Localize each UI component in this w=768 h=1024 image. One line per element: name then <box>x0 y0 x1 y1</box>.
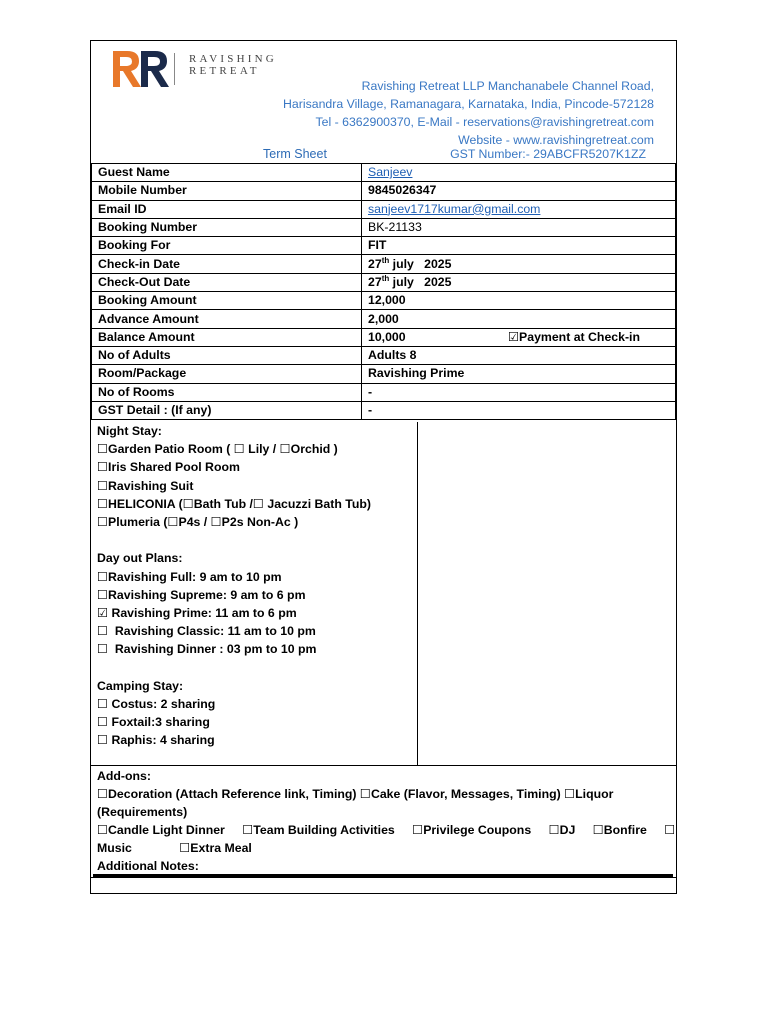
option-checkbox[interactable]: ☐ Raphis: 4 sharing <box>97 733 215 748</box>
addon-checkbox[interactable]: ☐DJ <box>548 823 576 837</box>
option-checkbox[interactable]: ☐Plumeria (☐P4s / ☐P2s Non-Ac ) <box>97 514 299 529</box>
addon-options-line <box>97 821 676 839</box>
address-line: Website - www.ravishingretreat.com <box>458 133 654 147</box>
field-label: Guest Name <box>92 164 362 182</box>
field-label: Email ID <box>92 200 362 218</box>
rr-logo-icon <box>111 49 181 89</box>
checkin-day: 27 <box>368 256 382 271</box>
checkout-suffix: th <box>381 273 390 283</box>
gst-number: GST Number:- 29ABCFR5207K1ZZ <box>450 147 646 161</box>
addon-checkbox[interactable]: ☐Team Building Activities <box>242 823 395 837</box>
table-row <box>92 255 676 273</box>
field-label: Room/Package <box>92 365 362 383</box>
field-label: Check-in Date <box>92 255 362 273</box>
spacer <box>97 531 371 549</box>
option-checkbox[interactable]: ☐Ravishing Suit <box>97 478 194 493</box>
option-checkbox[interactable]: ☐HELICONIA (☐Bath Tub /☐ Jacuzzi Bath Tub) <box>97 496 371 511</box>
divider <box>91 877 676 878</box>
guest-name-value[interactable]: Sanjeev <box>368 165 413 180</box>
addon-label: Music <box>97 841 132 855</box>
table-row <box>92 218 676 236</box>
addon-checkbox[interactable]: ☐Candle Light Dinner <box>97 823 225 837</box>
booking-number-value: BK-21133 <box>362 218 676 236</box>
table-row <box>92 383 676 401</box>
option-checkbox[interactable]: ☐Iris Shared Pool Room <box>97 460 240 475</box>
term-sheet <box>90 40 677 894</box>
table-row <box>92 182 676 200</box>
checkout-rest: july 2025 <box>389 274 452 289</box>
checkin-value <box>362 255 676 273</box>
addon-options-line[interactable]: ☐Decoration (Attach Reference link, Timing) ☐Cake (Flavor, Messages, Timing) ☐Liquor <box>97 787 614 801</box>
address-block <box>283 77 654 149</box>
option-checkbox[interactable]: ☐Garden Patio Room ( ☐ Lily / ☐Orchid ) <box>97 442 338 457</box>
table-row <box>92 237 676 255</box>
field-label: Booking Amount <box>92 292 362 310</box>
field-label: No of Rooms <box>92 383 362 401</box>
field-label: Advance Amount <box>92 310 362 328</box>
booking-info-table <box>91 163 676 420</box>
room-package-value: Ravishing Prime <box>362 365 676 383</box>
table-row <box>92 200 676 218</box>
booking-amount-value: 12,000 <box>362 292 676 310</box>
address-line: Tel - 6362900370, E-Mail - reservations@ravishingretreat.com <box>315 115 654 129</box>
balance-amount-cell <box>362 328 676 346</box>
addon-checkbox[interactable]: ☐ <box>664 823 676 837</box>
option-checkbox[interactable]: ☐Ravishing Full: 9 am to 10 pm <box>97 569 282 584</box>
page-title: Term Sheet <box>263 147 327 161</box>
table-row <box>92 365 676 383</box>
payment-at-checkin-checkbox[interactable]: ☑Payment at Check-in <box>508 329 640 344</box>
balance-amount-value: 10,000 <box>368 329 406 344</box>
addon-options-line: (Requirements) <box>97 805 188 819</box>
field-label: Mobile Number <box>92 182 362 200</box>
booking-for-value: FIT <box>362 237 676 255</box>
checkin-suffix: th <box>381 255 390 265</box>
checkout-day: 27 <box>368 274 382 289</box>
field-label: GST Detail : (If any) <box>92 401 362 419</box>
checkin-rest: july 2025 <box>389 256 452 271</box>
brand-name <box>189 53 277 77</box>
field-label: Check-Out Date <box>92 273 362 291</box>
checkout-value <box>362 273 676 291</box>
addons-section <box>97 767 676 875</box>
gst-detail-value: - <box>362 401 676 419</box>
option-checkbox[interactable]: ☐Ravishing Supreme: 9 am to 6 pm <box>97 587 306 602</box>
email-link[interactable]: sanjeev1717kumar@gmail.com <box>368 201 541 216</box>
table-row <box>92 401 676 419</box>
brand-line-2: RETREAT <box>189 65 260 77</box>
brand-line-1: RAVISHING <box>189 53 277 65</box>
table-row <box>92 310 676 328</box>
section-heading: Camping Stay: <box>97 678 184 693</box>
rooms-value: - <box>362 383 676 401</box>
field-label: Booking Number <box>92 218 362 236</box>
table-row <box>92 273 676 291</box>
addon-checkbox[interactable]: ☐Extra Meal <box>179 841 252 855</box>
package-options-section <box>91 422 676 766</box>
table-row <box>92 346 676 364</box>
addon-options-line <box>97 839 672 857</box>
field-label: No of Adults <box>92 346 362 364</box>
field-label: Balance Amount <box>92 328 362 346</box>
addon-checkbox[interactable]: ☐Bonfire <box>592 823 647 837</box>
table-row <box>92 328 676 346</box>
option-checkbox[interactable]: ☑ Ravishing Prime: 11 am to 6 pm <box>97 605 297 620</box>
mobile-value: 9845026347 <box>362 182 676 200</box>
adults-value: Adults 8 <box>362 346 676 364</box>
address-line: Harisandra Village, Ramanagara, Karnataka, India, Pincode-572128 <box>283 97 654 111</box>
advance-amount-value: 2,000 <box>362 310 676 328</box>
address-line: Ravishing Retreat LLP Manchanabele Channel Road, <box>361 79 654 93</box>
option-checkbox[interactable]: ☐ Costus: 2 sharing <box>97 696 216 711</box>
spacer <box>97 658 371 676</box>
addon-checkbox[interactable]: ☐Privilege Coupons <box>412 823 532 837</box>
option-checkbox[interactable]: ☐ Ravishing Classic: 11 am to 10 pm <box>97 624 316 639</box>
table-row <box>92 164 676 182</box>
package-options-list <box>97 422 371 749</box>
additional-notes-label: Additional Notes: <box>97 859 199 873</box>
section-heading: Night Stay: <box>97 424 162 438</box>
table-row <box>92 292 676 310</box>
section-heading: Day out Plans: <box>97 551 183 566</box>
option-checkbox[interactable]: ☐ Foxtail:3 sharing <box>97 715 210 729</box>
column-divider <box>417 422 418 765</box>
field-label: Booking For <box>92 237 362 255</box>
option-checkbox[interactable]: ☐ Ravishing Dinner : 03 pm to 10 pm <box>97 642 317 657</box>
section-heading: Add-ons: <box>97 769 151 783</box>
